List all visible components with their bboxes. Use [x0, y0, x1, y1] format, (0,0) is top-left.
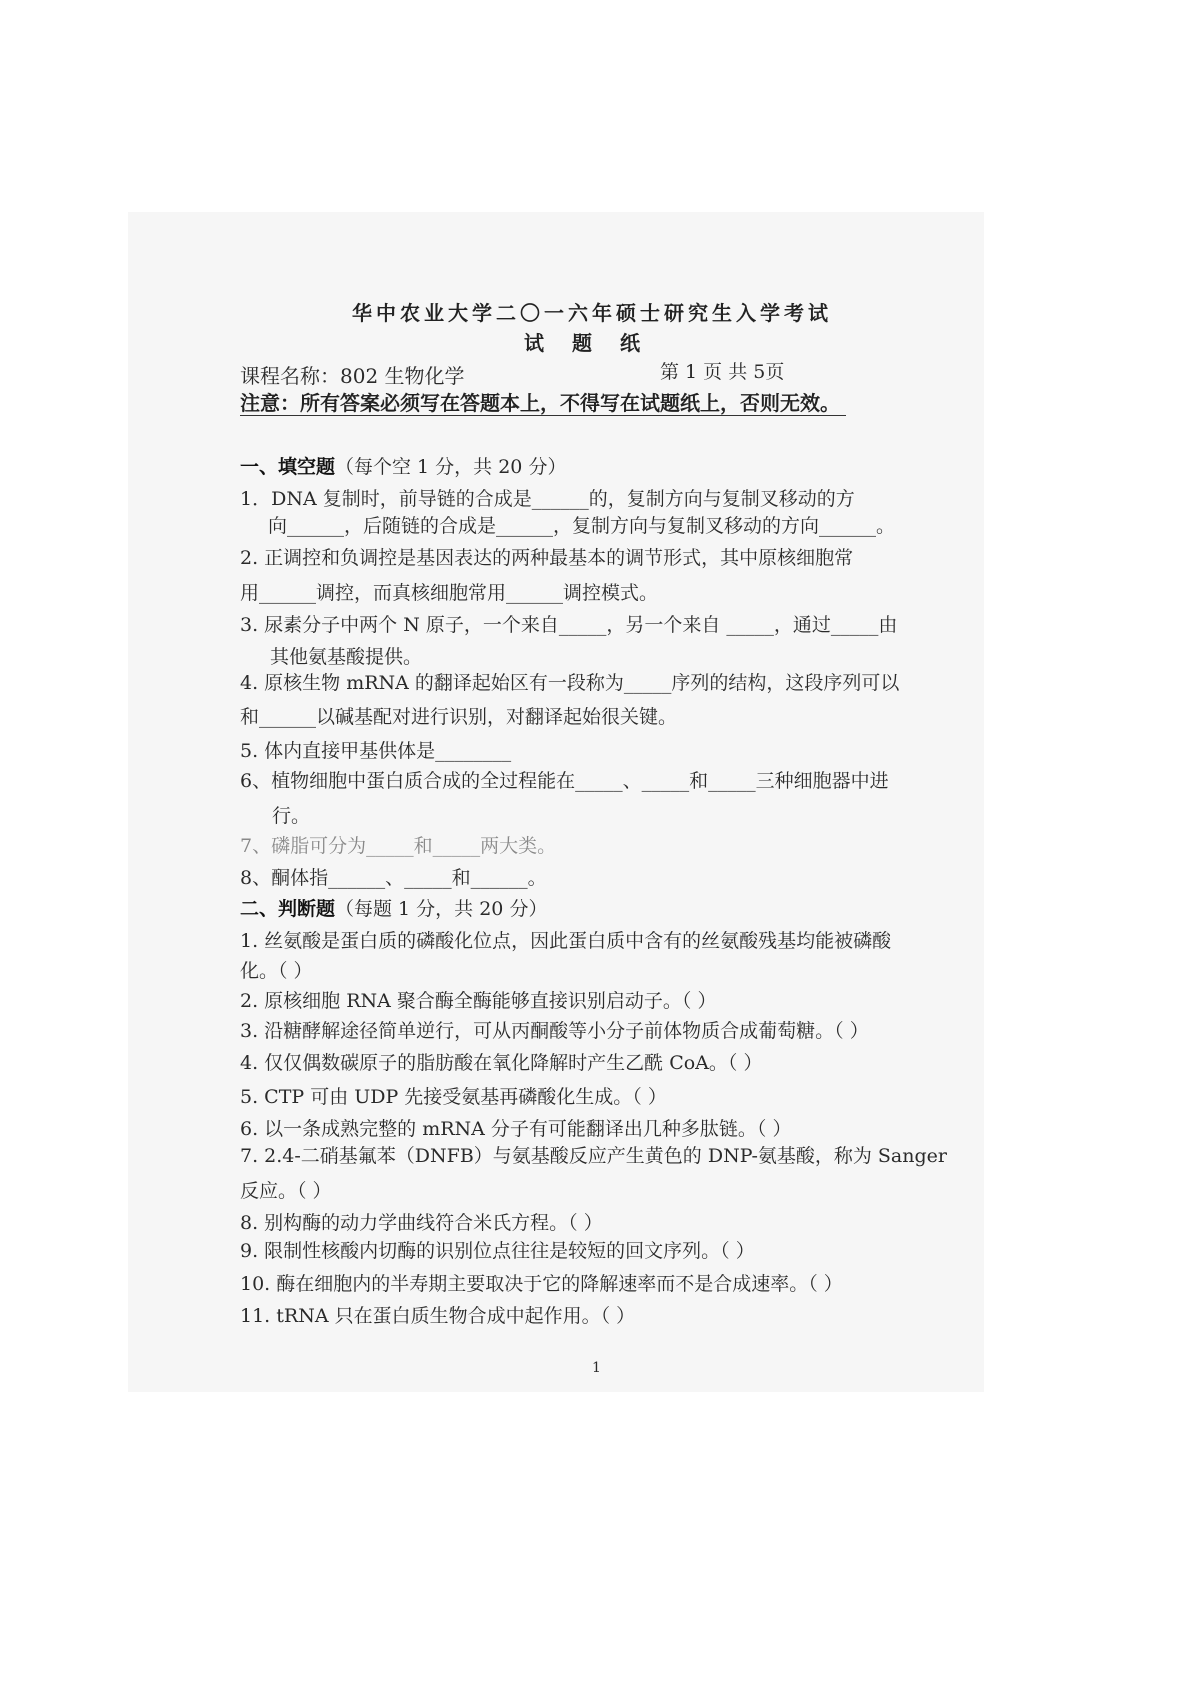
question-line: 4. 仅仅偶数碳原子的脂肪酸在氧化降解时产生乙酰 CoA。（ ）: [240, 1052, 763, 1074]
question-line: 6、植物细胞中蛋白质合成的全过程能在_____、_____和_____三种细胞器中进: [240, 770, 889, 792]
page-number: 1: [592, 1360, 601, 1376]
question-line: 11. tRNA 只在蛋白质生物合成中起作用。（ ）: [240, 1305, 636, 1327]
question-line: 反应。（ ）: [240, 1180, 332, 1202]
question-line: 用______调控，而真核细胞常用______调控模式。: [240, 582, 659, 604]
question-line: 7. 2.4-二硝基氟苯（DNFB）与氨基酸反应产生黄色的 DNP-氨基酸，称为 Sanger: [240, 1145, 947, 1167]
question-line: 9. 限制性核酸内切酶的识别位点往往是较短的回文序列。（ ）: [240, 1240, 755, 1262]
section2-points: （每题 1 分，共 20 分）: [335, 898, 548, 920]
exam-subtitle: 试题纸: [524, 331, 668, 355]
question-line: 化。（ ）: [240, 960, 313, 982]
question-line: 5. CTP 可由 UDP 先接受氨基再磷酸化生成。（ ）: [240, 1086, 667, 1108]
section1-heading: [240, 455, 566, 479]
question-line: 2. 原核细胞 RNA 聚合酶全酶能够直接识别启动子。（ ）: [240, 990, 717, 1012]
question-line: 10. 酶在细胞内的半寿期主要取决于它的降解速率而不是合成速率。（ ）: [240, 1273, 843, 1295]
section2-title: 二、判断题: [240, 898, 336, 920]
question-line: 3. 沿糖酵解途径简单逆行，可从丙酮酸等小分子前体物质合成葡萄糖。（ ）: [240, 1020, 869, 1042]
question-line: 7、磷脂可分为_____和_____两大类。: [240, 835, 557, 857]
question-line: 8. 别构酶的动力学曲线符合米氏方程。（ ）: [240, 1212, 603, 1234]
question-line: 和______以碱基配对进行识别，对翻译起始很关键。: [240, 706, 678, 728]
notice: 注意：所有答案必须写在答题本上，不得写在试题纸上，否则无效。: [240, 391, 846, 416]
question-line: 8、酮体指______、_____和______。: [240, 867, 547, 889]
question-line: 3. 尿素分子中两个 N 原子，一个来自_____，另一个来自 _____，通过_____由: [240, 614, 898, 636]
exam-title: 华中农业大学二〇一六年硕士研究生入学考试: [352, 301, 832, 325]
page-info: 第 1 页 共 5页: [660, 361, 785, 383]
course-name: 课程名称：802 生物化学: [240, 364, 465, 388]
section2-heading: [240, 897, 547, 921]
question-line: 2. 正调控和负调控是基因表达的两种最基本的调节形式，其中原核细胞常: [240, 547, 854, 569]
question-line: 其他氨基酸提供。: [270, 646, 423, 668]
question-line: 行。: [272, 805, 311, 827]
question-line: 向______，后随链的合成是______，复制方向与复制叉移动的方向______。: [268, 515, 896, 537]
question-line: 1．DNA 复制时，前导链的合成是______的，复制方向与复制叉移动的方: [240, 488, 855, 510]
section1-title: 一、填空题: [240, 456, 336, 478]
question-line: 4. 原核生物 mRNA 的翻译起始区有一段称为_____序列的结构，这段序列可以: [240, 672, 900, 694]
question-line: 5. 体内直接甲基供体是________: [240, 740, 512, 762]
question-line: 6. 以一条成熟完整的 mRNA 分子有可能翻译出几种多肽链。（ ）: [240, 1118, 792, 1140]
question-line: 1. 丝氨酸是蛋白质的磷酸化位点，因此蛋白质中含有的丝氨酸残基均能被磷酸: [240, 930, 892, 952]
section1-points: （每个空 1 分，共 20 分）: [335, 456, 567, 478]
